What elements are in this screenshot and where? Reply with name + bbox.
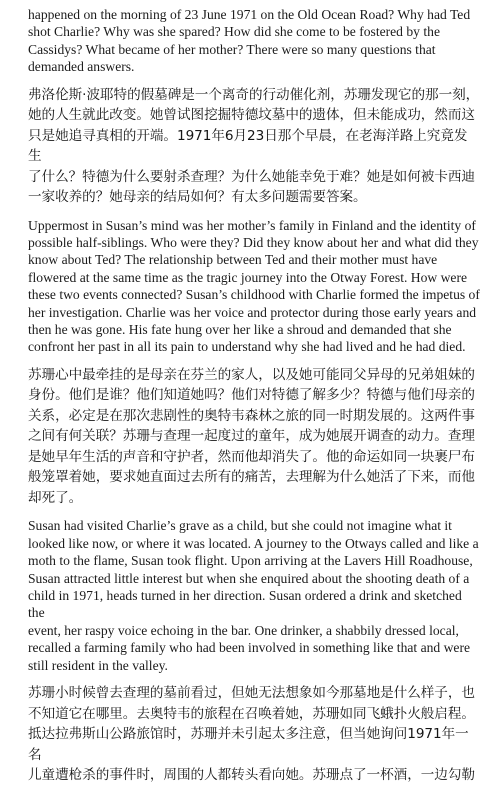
paragraph-english-1: happened on the morning of 23 June 1971 on the Old Ocean Road? Why had Ted shot Charlie? Why was she spared? How did she come to be fostered by the Cassidys? What became of her mother? There were so many questions that demanded answers. [28,7,471,75]
document-page [28,0,480,795]
paragraph-chinese-2: 苏珊心中最牵挂的是母亲在芬兰的家人，以及她可能同父异母的兄弟姐妹的 身份。他们是谁？他们知道她吗？他们对特德了解多少？特德与他们母亲的 关系，必定是在那次悲剧性的奥特韦森林之旅的同一时期发展的。这两件事 之间有何关联？苏珊与查理一起度过的童年，成为她展开调查的动力。查理 是她早年生活的声音和守护者，然而他却消失了。他的命运如同一块裹尸布 般笼罩着她，要求她直面过去所有的痛苦，去理解为什么她活了下来，而他 却死了。 [28,366,475,506]
paragraph-chinese-1: 弗洛伦斯·波耶特的假墓碑是一个离奇的行动催化剂，苏珊发现它的那一刻， 她的人生就此改变。她曾试图挖掘特德坟墓中的遗体，但未能成功，然而这 只是她追寻真相的开端。1971年6月23日那个早晨，在老海洋路上究竟发生 了什么？特德为什么要射杀查理？为什么她能幸免于难？她是如何被卡西迪 一家收养的？她母亲的结局如何？有太多问题需要答案。 [28,86,480,206]
paragraph-english-3: Susan had visited Charlie’s grave as a child, but she could not imagine what it looked like now, or where it was located. A journey to the Otways called and like a moth to the flame, Susan took flight. Upon arriving at the Lavers Hill Roadhouse, Susan attracted little interest but when she enquired about the shooting death of a child in 1971, heads turned in her direction. Susan ordered a drink and sketched the event, her raspy voice echoing in the bar. One drinker, a shabbily dressed local, recalled a farming family who had been involved in something like that and were still resident in the valley. [28,518,479,673]
paragraph-chinese-3: 苏珊小时候曾去查理的墓前看过，但她无法想象如今那墓地是什么样子，也 不知道它在哪里。去奥特韦的旅程在召唤着她，苏珊如同飞蛾扑火般启程。 抵达拉弗斯山公路旅馆时，苏珊并未引起太多注意，但当她询问1971年一名 儿童遭枪杀的事件时，周围的人都转头看向她。苏珊点了一杯酒，一边勾勒 [28,685,475,784]
paragraph-english-2: Uppermost in Susan’s mind was her mother’s family in Finland and the identity of possible half-siblings. Who were they? Did they know about her and what did they know about Ted? The relationship between Ted and their mother must have flowered at the same time as the tragic journey into the Otway Forest. How were these two events connected? Susan’s childhood with Charlie formed the impetus of her investigation. Charlie was her voice and protector during those early years and then he was gone. His fate hung over her like a shroud and demanded that she confront her past in all its pain to understand why she had lived and he had died. [28,217,480,355]
